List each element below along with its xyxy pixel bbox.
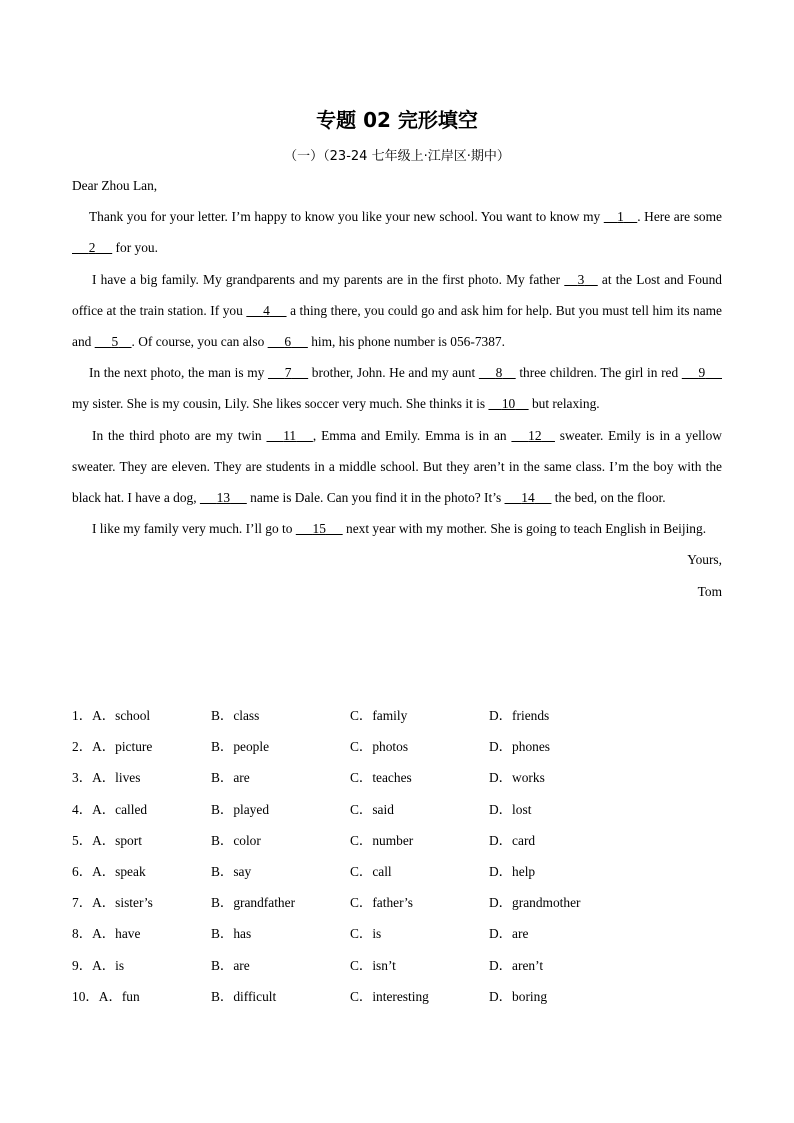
blank-13: 13	[216, 490, 231, 506]
text: but relaxing.	[528, 396, 600, 412]
page-subtitle: （一）（23-24 七年级上·江岸区·期中）	[284, 149, 510, 164]
text: I have a big family. My grandparents and my parents are in the first photo. My father	[92, 271, 565, 287]
option-a: 4．A．called	[72, 801, 148, 817]
blank-15: 15	[312, 521, 326, 537]
option-a: 8．A．have	[72, 926, 141, 942]
option-c: C．teaches	[350, 770, 412, 786]
blank-9: 9	[698, 365, 706, 381]
option-d: D．help	[489, 863, 536, 879]
option-c: C．interesting	[350, 988, 429, 1004]
blank-10: 10	[501, 396, 516, 412]
paragraph-3	[72, 357, 722, 419]
option-c: C．isn’t	[350, 957, 396, 973]
option-d: D．aren’t	[489, 957, 544, 973]
blank-2: 2	[88, 240, 96, 256]
text: at the Lost and Found office at the train station. If you	[72, 271, 722, 318]
blank-11: 11	[283, 427, 297, 443]
blank-1: 1	[617, 209, 624, 225]
option-c: C．number	[350, 832, 414, 848]
option-a: 7．A．sister’s	[72, 895, 153, 911]
option-c: C．father’s	[350, 895, 413, 911]
page-title: 专题 02 完形填空	[316, 108, 478, 132]
option-b: B．has	[211, 926, 252, 942]
option-a: 6．A．speak	[72, 863, 146, 879]
option-a: 1．A．school	[72, 708, 151, 723]
question-row	[72, 950, 722, 981]
letter-signature: Tom	[697, 583, 722, 599]
option-d: D．friends	[489, 708, 550, 723]
option-c: C．said	[350, 801, 394, 817]
question-row	[72, 825, 722, 856]
option-c: C．call	[350, 863, 392, 879]
question-row	[72, 700, 722, 731]
cloze-passage	[72, 170, 722, 607]
option-b: B．played	[211, 801, 270, 817]
answer-options	[72, 700, 722, 1012]
text: I like my family very much. I’ll go to	[92, 521, 296, 537]
text: . Of course, you can also	[131, 334, 268, 350]
paragraph-1	[72, 201, 722, 263]
blank-4: 4	[263, 302, 270, 318]
blank-12: 12	[528, 427, 542, 443]
text: brother, John. He and my aunt	[308, 365, 479, 381]
option-b: B．people	[211, 739, 270, 755]
option-b: B．are	[211, 957, 250, 973]
letter-greeting: Dear Zhou Lan,	[72, 178, 158, 193]
option-b: B．color	[211, 832, 261, 848]
text: a thing there, you could go and ask him for help. But you must tell him its name and	[72, 302, 722, 350]
text: Thank you for your letter. I’m happy to know you like your new school. You want to know my	[89, 209, 604, 225]
blank-8: 8	[495, 365, 503, 381]
text: . Here are some	[637, 209, 722, 225]
option-d: D．grandmother	[489, 895, 581, 911]
option-c: C．is	[350, 926, 382, 942]
option-b: B．grandfather	[211, 895, 296, 911]
option-b: B．say	[211, 863, 252, 879]
text: him, his phone number is 056-7387.	[307, 334, 505, 350]
option-d: D．lost	[489, 801, 532, 817]
text: three children. The girl in red	[515, 365, 682, 381]
option-d: D．phones	[489, 739, 550, 755]
letter-closing: Yours,	[687, 552, 722, 568]
text: for you.	[112, 240, 158, 256]
option-a: 9．A．is	[72, 957, 125, 973]
question-row	[72, 918, 722, 949]
option-a: 2．A．picture	[72, 739, 153, 755]
question-row	[72, 731, 722, 762]
option-c: C．photos	[350, 739, 409, 755]
option-d: D．works	[489, 770, 545, 786]
option-d: D．card	[489, 832, 536, 848]
option-a: 3．A．lives	[72, 770, 141, 786]
question-row	[72, 887, 722, 918]
blank-3: 3	[577, 271, 585, 287]
text: the bed, on the floor.	[551, 490, 666, 506]
text: name is Dale. Can you find it in the photo? It’s	[246, 490, 505, 506]
question-row	[72, 794, 722, 825]
text: , Emma and Emily. Emma is in an	[312, 427, 512, 443]
text: next year with my mother. She is going to teach English in Beijing.	[342, 521, 707, 537]
option-d: D．are	[489, 926, 529, 942]
option-c: C．family	[350, 708, 408, 723]
paragraph-4	[72, 420, 722, 514]
paragraph-5	[72, 513, 722, 544]
blank-14: 14	[521, 490, 535, 506]
option-a: 10．A．fun	[72, 988, 140, 1004]
question-row	[72, 981, 722, 1012]
blank-6: 6	[284, 334, 292, 350]
option-a: 5．A．sport	[72, 832, 142, 848]
question-row	[72, 856, 722, 887]
question-row	[72, 762, 722, 793]
option-b: B．are	[211, 770, 250, 786]
option-b: B．class	[211, 708, 260, 723]
text: In the next photo, the man is my	[89, 365, 268, 381]
text: my sister. She is my cousin, Lily. She likes soccer very much. She thinks it is	[72, 396, 489, 412]
blank-5: 5	[111, 334, 119, 350]
option-b: B．difficult	[211, 988, 277, 1004]
text: sweater. Emily is in a yellow sweater. They are eleven. They are students in a middle school. But they aren’t in the same class. I’m the boy with the black hat. I have a dog,	[72, 427, 722, 506]
paragraph-2	[72, 264, 722, 358]
option-d: D．boring	[489, 988, 548, 1004]
text: In the third photo are my twin	[92, 427, 267, 443]
blank-7: 7	[284, 365, 292, 381]
